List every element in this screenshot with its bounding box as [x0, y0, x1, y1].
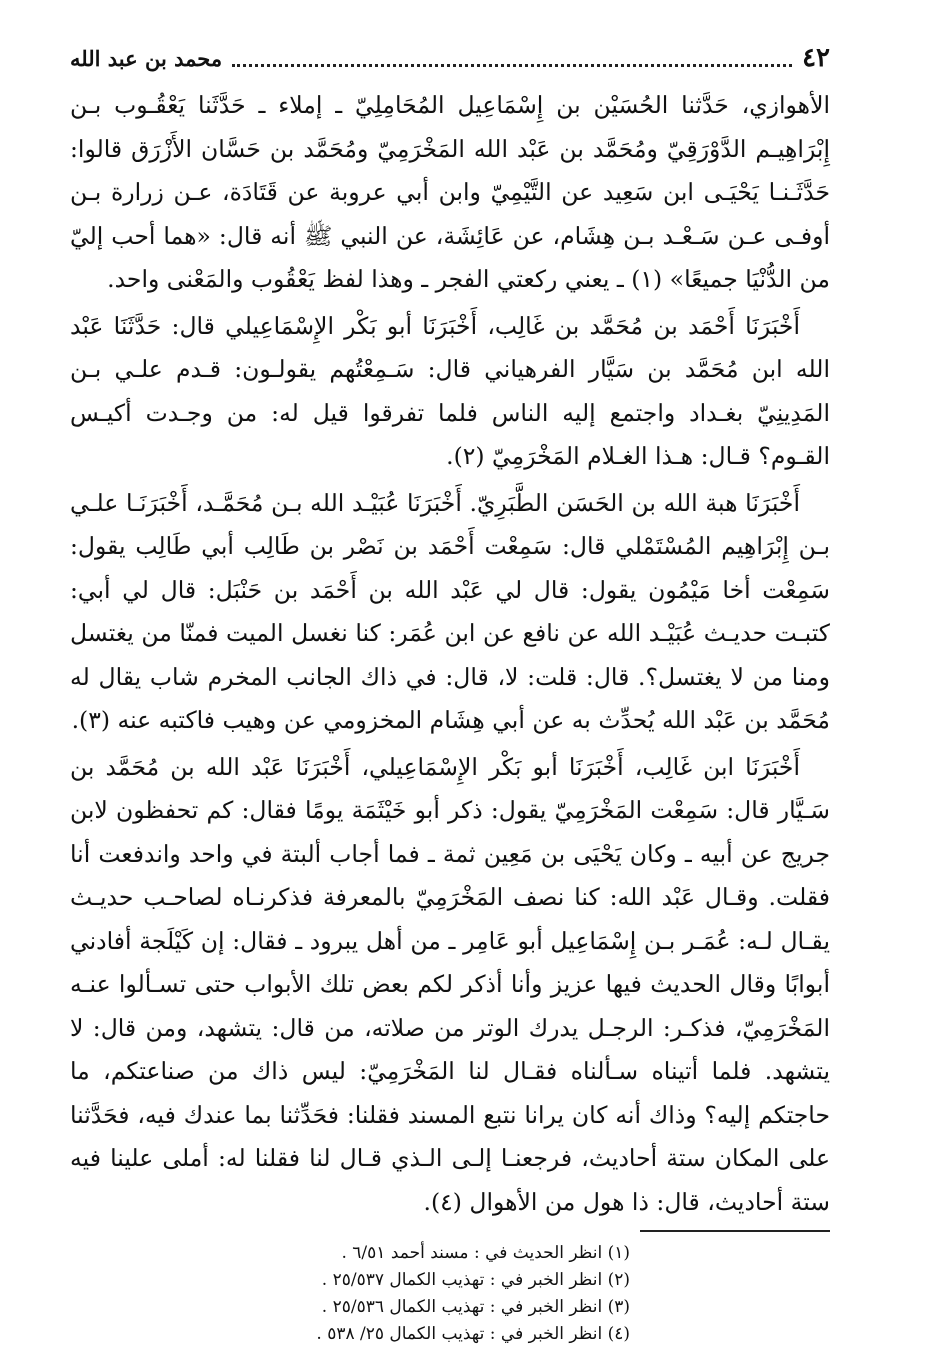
header-dotted-leader [232, 50, 792, 67]
paragraph: الأهوازي، حَدَّثنا الحُسَيْن بن إِسْمَاعِيل المُحَامِلِيّ ـ إملاء ـ حَدَّثَنا يَعْقُـوب بـن إِبْرَاهِيـم الدَّوْرَقِيّ ومُحَمَّد بن عَبْد الله المَخْرَمِيّ ومُحَمَّد بن حَسَّان الأَزْرَق قالوا: حَدَّثَـنـا يَحْيَـى ابن سَعِيد عن التَّيْمِيّ وابن أبي عروبة عن قَتَادَة، عـن زرارة بـن أوفـى عـن سَـعْـد بـن هِشَام، عن عَائِشَة، عن النبي ﷺ أنه قال: «هما أحب إليّ من الدُّنْيَا جميعًا» (١) ـ يعني ركعتي الفجر ـ وهذا لفظ يَعْقُوب والمَعْنى واحد. [70, 91, 830, 293]
main-text [70, 84, 830, 1224]
paragraph: أَخْبَرَنَا أَحْمَد بن مُحَمَّد بن غَالِب، أَخْبَرَنَا أبو بَكْر الإِسْمَاعِيلي قال: حَدَّثَنَا عَبْد الله ابن مُحَمَّد بن سَيَّار الفرهياني قال: سَـمِعْتُهم يقولـون: قـدم علـي بـن المَدِينِيّ بغـداد واجتمع إليه الناس فلما تفرقوا قيل له: من وجـدت أكيـس القـوم؟ قـال: هـذا الغـلام المَخْرَمِيّ (٢). [70, 311, 830, 470]
page-number: ٤٢ [802, 43, 830, 73]
book-page [70, 38, 830, 1344]
paragraph: أَخْبَرَنَا ابن غَالِب، أَخْبَرَنَا أبو بَكْر الإِسْمَاعِيلي، أَخْبَرَنَا عَبْد الله بن مُحَمَّد بن سَـيَّار قال: سَمِعْت المَخْرَمِيّ يقول: ذكر أبو خَيْثَمَة يومًا فقال: كم تحفظون لابن جريج عن أبيه ـ وكان يَحْيَى بن مَعِين ثمة ـ فما أجاب ألبتة في واحد واندفعت أنا فقلت. وقـال عَبْد الله: كنا نصف المَخْرَمِيّ بالمعرفة فذكرنـاه لصاحـب حديـث يقـال لـه: عُمَـر بـن إِسْمَاعِيل أبو عَامِر ـ من أهل يبرود ـ فقال: إن كَيْلَجة أفادني أبوابًا وقال الحديث فيها عزيز وأنا أذكر لكم بعض تلك الأبواب حتى تسـألوا عنـه المَخْرَمِيّ، فذكـر: الرجـل يدرك الوتر من صلاته، من قال: يتشهد، ومن قال: لا يتشهد. فلما أتيناه سـألناه فقـال لنا المَخْرَمِيّ: ليس ذاك من صناعتكم، ما حاجتكم إليه؟ وذاك أنه كان يرانا نتبع المسند فقلنا: فحَدِّثنا بما عندك فيه، فحَدَّثنا على المكان ستة أحاديث، فرجعنـا إلـى الـذي قـال لنا فقلنا له: أملى علينا فيه ستة أحاديث، قال: ذا هول من الأهوال (٤). [70, 752, 830, 1216]
footnote: (١) انظر الحديث في : مسند أحمد ٦/٥١ . [341, 1243, 630, 1263]
paragraph: أَخْبَرَنَا هبة الله بن الحَسَن الطَّبَرِيّ. أَخْبَرَنَا عُبَيْـد الله بـن مُحَمَّـد، أَخْبَرَنَـا علـي بـن إِبْرَاهِيم المُسْتَمْلي قال: سَمِعْت أَحْمَد بن نَصْر بن طَالِب أبي طَالِب يقول: سَمِعْت أخا مَيْمُون يقول: قال لي عَبْد الله بن أَحْمَد بن حَنْبَل: قال لي أبي: كتبـت حديـث عُبَيْـد الله عن نافع عن ابن عُمَر: كنا نغسل الميت فمنّا من يغتسل ومنا من لا يغتسل؟. قال: قلت: لا، قال: في ذاك الجانب المخرم شاب يقال له مُحَمَّد بن عَبْد الله يُحدِّث به عن أبي هِشَام المخزومي عن وهيب فاكتبه عنه (٣). [70, 488, 830, 734]
footnote: (٤) انظر الخبر في : تهذيب الكمال ٢٥/ ٥٣٨ . [316, 1324, 630, 1344]
running-title: محمد بن عبد الله [70, 45, 223, 71]
footnote-separator [640, 1230, 830, 1232]
footnote: (٣) انظر الخبر في : تهذيب الكمال ٢٥/٥٣٦ . [321, 1297, 630, 1317]
page-header [70, 38, 830, 78]
footnotes [70, 1240, 830, 1348]
footnote: (٢) انظر الخبر في : تهذيب الكمال ٢٥/٥٣٧ . [321, 1270, 630, 1290]
